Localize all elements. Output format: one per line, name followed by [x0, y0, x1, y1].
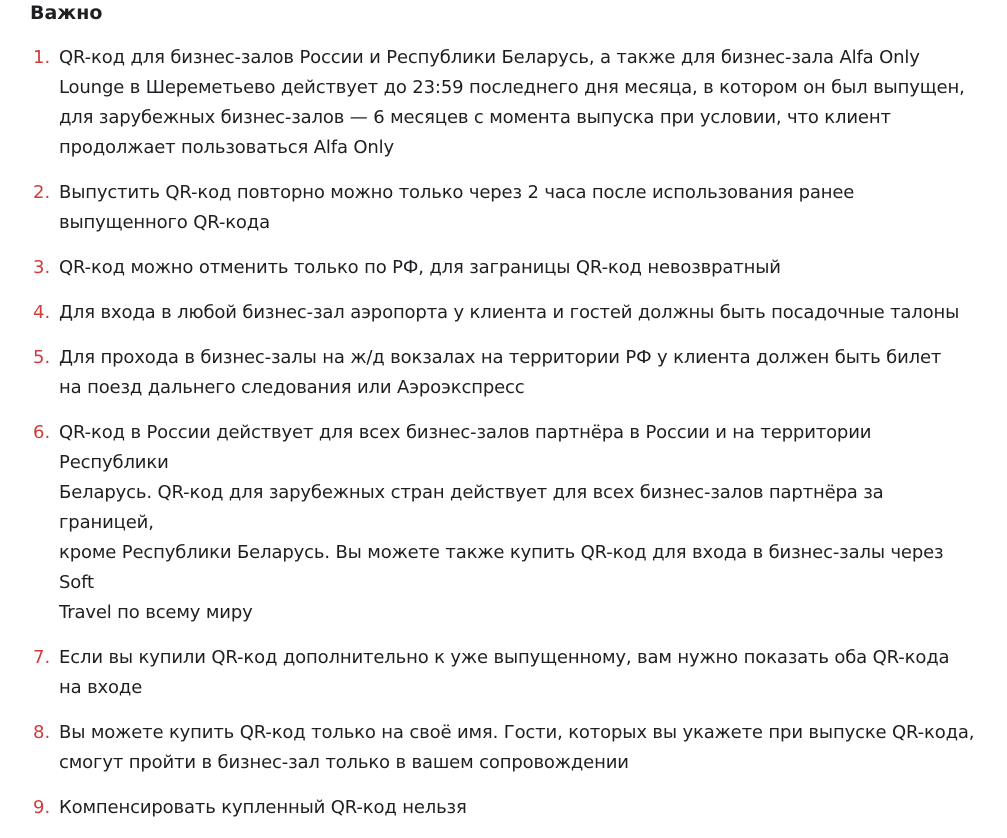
list-item-text	[59, 253, 979, 283]
list-item-number: 8.	[33, 722, 51, 743]
text-line: Travel по всему миру	[59, 602, 253, 623]
list-item-number: 7.	[33, 647, 51, 668]
notes-list	[0, 43, 1007, 838]
list-item-number: 9.	[33, 797, 51, 818]
list-item	[0, 298, 1007, 328]
text-line: на входе	[59, 677, 143, 698]
list-item-number: 4.	[33, 302, 51, 323]
list-item	[0, 343, 1007, 403]
text-line: смогут пройти в бизнес-зал только в вашем сопровождении	[59, 752, 629, 773]
text-line: кроме Республики Беларусь. Вы можете также купить QR-код для входа в бизнес-залы через Soft	[59, 542, 944, 593]
list-item-number: 1.	[33, 47, 51, 68]
text-line: Для прохода в бизнес-залы на ж/д вокзалах на территории РФ у клиента должен быть билет	[59, 347, 942, 368]
list-item-number: 3.	[33, 257, 51, 278]
text-line: QR-код можно отменить только по РФ, для заграницы QR-код невозвратный	[59, 257, 781, 278]
text-line: для зарубежных бизнес-залов — 6 месяцев с момента выпуска при условии, что клиент	[59, 107, 891, 128]
list-item-text	[59, 718, 979, 778]
text-line: Если вы купили QR-код дополнительно к уже выпущенному, вам нужно показать оба QR-кода	[59, 647, 950, 668]
list-item-text	[59, 298, 979, 328]
list-item	[0, 793, 1007, 823]
list-item	[0, 718, 1007, 778]
list-item	[0, 643, 1007, 703]
text-line: на поезд дальнего следования или Аэроэкспресс	[59, 377, 525, 398]
text-line: Вы можете купить QR-код только на своё имя. Гости, которых вы укажете при выпуске QR-кода,	[59, 722, 975, 743]
list-item-text	[59, 343, 979, 403]
list-item	[0, 178, 1007, 238]
text-line: продолжает пользоваться Alfa Only	[59, 137, 395, 158]
list-item-text	[59, 418, 979, 628]
text-line: QR-код в России действует для всех бизнес-залов партнёра в России и на территории Республики	[59, 422, 872, 473]
text-line: Компенсировать купленный QR-код нельзя	[59, 797, 467, 818]
text-line: Выпустить QR-код повторно можно только через 2 часа после использования ранее	[59, 182, 855, 203]
text-line: выпущенного QR-кода	[59, 212, 270, 233]
list-item-text	[59, 178, 979, 238]
list-item-text	[59, 43, 979, 163]
list-item-number: 2.	[33, 182, 51, 203]
list-item	[0, 43, 1007, 163]
text-line: Lounge в Шереметьево действует до 23:59 последнего дня месяца, в котором он был выпущен,	[59, 77, 965, 98]
list-item-number: 6.	[33, 422, 51, 443]
list-item	[0, 418, 1007, 628]
list-item	[0, 253, 1007, 283]
list-item-number: 5.	[33, 347, 51, 368]
text-line: QR-код для бизнес-залов России и Республики Беларусь, а также для бизнес-зала Alfa Only	[59, 47, 920, 68]
text-line: Беларусь. QR-код для зарубежных стран действует для всех бизнес-залов партнёра за границей,	[59, 482, 884, 533]
list-item-text	[59, 793, 979, 823]
text-line: Для входа в любой бизнес-зал аэропорта у клиента и гостей должны быть посадочные талоны	[59, 302, 960, 323]
list-item-text	[59, 643, 979, 703]
section-heading: Важно	[30, 2, 103, 24]
